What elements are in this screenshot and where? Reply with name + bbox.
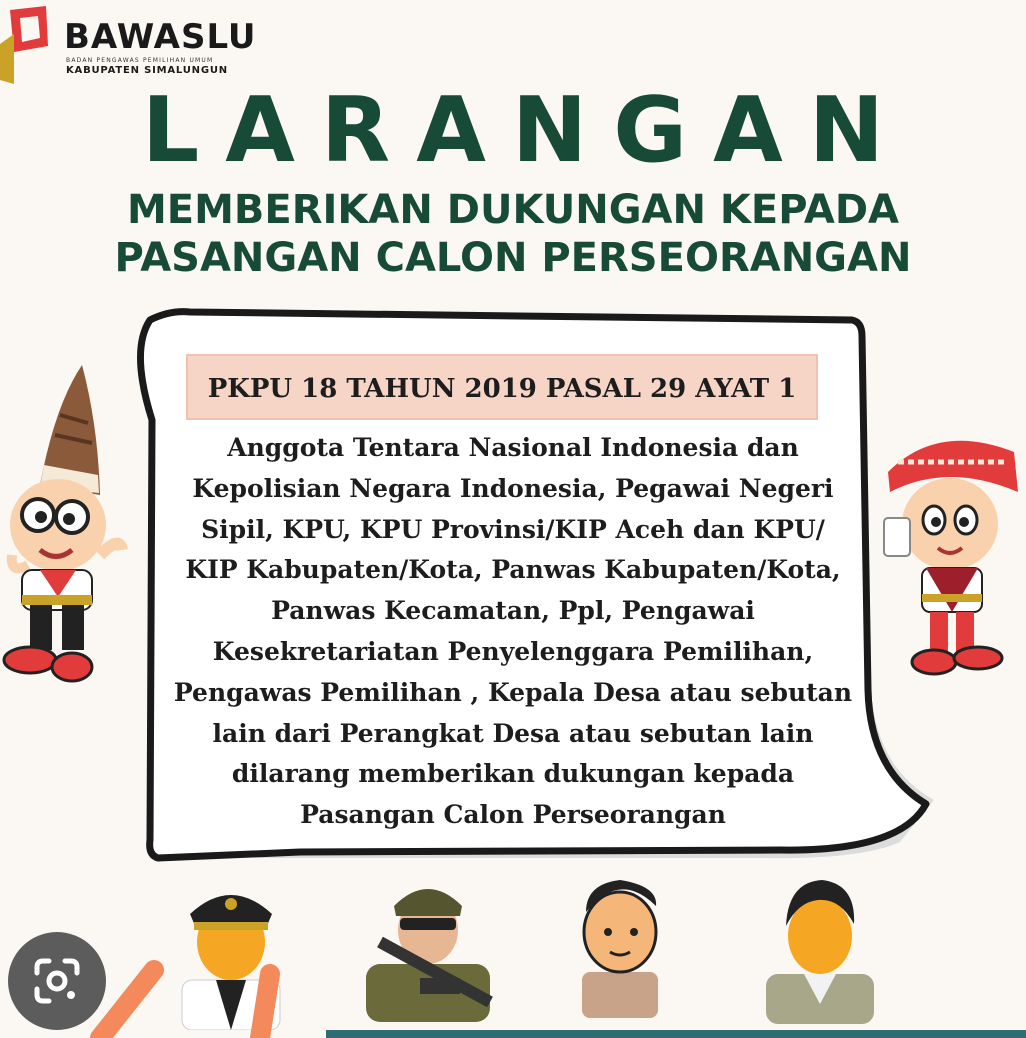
mascot-with-tall-hat-icon [0,365,130,695]
notice-line: Pasangan Calon Perseorangan [300,800,726,830]
page-title: LARANGAN [141,78,911,183]
mascot-with-phone-icon [878,432,1026,692]
subtitle-line-1: MEMBERIKAN DUKUNGAN KEPADA [127,187,899,233]
annotation-strokes [90,960,290,1038]
notice-line: Sipil, KPU, KPU Provinsi/KIP Aceh dan KPU/ [201,514,825,544]
bottom-accent-line [326,1030,1026,1038]
village-official-icon [760,874,880,1024]
logo-name: BAWASLU [64,17,257,57]
notice-line: Anggota Tentara Nasional Indonesia dan [227,433,799,462]
notice-line: Pengawas Pemilihan , Kepala Desa atau sebutan [173,677,853,707]
logo-region: KABUPATEN SIMALUNGUN [66,65,228,76]
subtitle-line-2: PASANGAN CALON PERSEORANGAN [114,235,912,281]
regulation-reference: PKPU 18 TAHUN 2019 PASAL 29 AYAT 1 [207,374,797,404]
notice-line: lain dari Perangkat Desa atau sebutan lain [212,718,814,748]
civil-servant-icon [572,876,668,1018]
notice-body [160,428,866,836]
soldier-icon [360,872,496,1022]
notice-line: Kesekretariatan Penyelenggara Pemilihan, [212,636,814,666]
notice-line: Panwas Kecamatan, Ppl, Pengawai [271,596,755,626]
notice-line: KIP Kabupaten/Kota, Panwas Kabupaten/Kota, [185,555,841,585]
notice-line: dilarang memberikan dukungan kepada [231,759,795,789]
notice-line: Kepolisian Negara Indonesia, Pegawai Negeri [192,473,834,503]
google-lens-icon [31,955,83,1007]
logo-subtitle: BADAN PENGAWAS PEMILIHAN UMUM [66,57,214,64]
